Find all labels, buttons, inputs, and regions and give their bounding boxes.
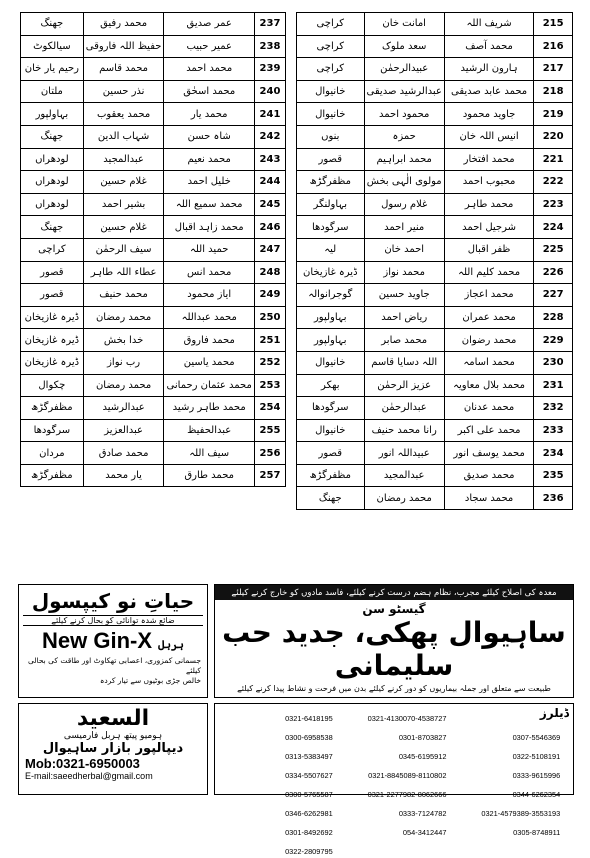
table-row (21, 171, 286, 194)
serial-number-cell: 252 (254, 351, 285, 374)
dealer-phone: 0333-9615996 (512, 771, 561, 780)
hayat-subtitle: ضائع شدہ توانائی کو بحال کرنے کیلئے (23, 615, 203, 626)
city-cell: مظفرگڑھ (21, 464, 84, 487)
table-row (21, 397, 286, 420)
father-name-cell: محمد صادق (83, 442, 164, 465)
name-cell: محمد افتخار (444, 148, 533, 171)
father-name-cell: محمد رمضان (83, 374, 164, 397)
city-cell: مظفرگڑھ (297, 464, 365, 487)
dealer-phone: 0333-7124782 (398, 809, 447, 818)
name-cell: محبوب احمد (444, 171, 533, 194)
name-cell: محمد سجاد (444, 487, 533, 510)
name-cell: محمد اسامہ (444, 351, 533, 374)
serial-number-cell: 240 (254, 80, 285, 103)
table-row (297, 397, 573, 420)
father-name-cell: ریاض احمد (364, 306, 444, 329)
results-table-right (296, 12, 573, 510)
dealer-phone: 0346-6262981 (285, 809, 333, 818)
serial-number-cell: 253 (254, 374, 285, 397)
dealer-phone: 054-3412447 (402, 828, 447, 837)
serial-number-cell: 227 (534, 284, 573, 307)
city-cell: جھنگ (21, 13, 84, 36)
city-cell: بہاولپور (21, 103, 84, 126)
name-cell: محمد یار (164, 103, 255, 126)
city-cell: ڈیرہ غازیخان (297, 261, 365, 284)
dealer-phone: 0321-2277982-8062666 (367, 790, 447, 799)
father-name-cell: حمزہ (364, 125, 444, 148)
table-row (297, 171, 573, 194)
father-name-cell: عبدالرشید (83, 397, 164, 420)
serial-number-cell: 235 (534, 464, 573, 487)
father-name-cell: عبیدالرحمٰن (364, 58, 444, 81)
name-cell: محمد یاسین (164, 351, 255, 374)
serial-number-cell: 224 (534, 216, 573, 239)
city-cell: خانیوال (297, 419, 365, 442)
table-row (297, 442, 573, 465)
city-cell: ڈیرہ غازیخان (21, 306, 84, 329)
hayat-product-suffix: ہربل (158, 639, 184, 651)
city-cell: جھنگ (297, 487, 365, 510)
father-name-cell: عبدالرشید صدیقی (364, 80, 444, 103)
name-cell: محمد عابد صدیقی (444, 80, 533, 103)
serial-number-cell: 242 (254, 125, 285, 148)
city-cell: سرگودھا (297, 216, 365, 239)
gisto-name: گیسٹو سن (362, 602, 426, 616)
serial-number-cell: 218 (534, 80, 573, 103)
father-name-cell: اللہ دسایا قاسم (364, 351, 444, 374)
serial-number-cell: 231 (534, 374, 573, 397)
name-cell: محمد انس (164, 261, 255, 284)
city-cell: بہاولپور (297, 329, 365, 352)
city-cell: جھنگ (21, 216, 84, 239)
table-row (21, 13, 286, 36)
father-name-cell: محمد صابر (364, 329, 444, 352)
table-row (297, 13, 573, 36)
dealer-phone: 0300-5765587 (285, 790, 333, 799)
dealer-phone: 0345-6195912 (398, 752, 447, 761)
city-cell: کراچی (297, 13, 365, 36)
serial-number-cell: 220 (534, 125, 573, 148)
serial-number-cell: 222 (534, 171, 573, 194)
city-cell: بہاولپور (297, 306, 365, 329)
table-row (21, 80, 286, 103)
serial-number-cell: 241 (254, 103, 285, 126)
table-row (297, 103, 573, 126)
city-cell: خانیوال (297, 103, 365, 126)
city-cell: لودھراں (21, 193, 84, 216)
father-name-cell: رب نواز (83, 351, 164, 374)
serial-number-cell: 234 (534, 442, 573, 465)
name-cell: محمد عبداللہ (164, 306, 255, 329)
serial-number-cell: 246 (254, 216, 285, 239)
serial-number-cell: 225 (534, 238, 573, 261)
name-cell: محمد علی اکبر (444, 419, 533, 442)
father-name-cell: منیر احمد (364, 216, 444, 239)
serial-number-cell: 229 (534, 329, 573, 352)
table-row (297, 306, 573, 329)
name-cell: محمد عمران (444, 306, 533, 329)
hayat-product-name: New Gin-X (42, 628, 153, 653)
table-row (21, 419, 286, 442)
city-cell: سیالکوٹ (21, 35, 84, 58)
saeed-address: دیپالپور بازار ساہیوال (42, 741, 184, 756)
name-cell: ظفر اقبال (444, 238, 533, 261)
table-row (21, 148, 286, 171)
father-name-cell: محمد ابراہیم (364, 148, 444, 171)
serial-number-cell: 233 (534, 419, 573, 442)
serial-number-cell: 251 (254, 329, 285, 352)
serial-number-cell: 238 (254, 35, 285, 58)
name-cell: محمد کلیم اللہ (444, 261, 533, 284)
father-name-cell: مولوی الٰہی بخش (364, 171, 444, 194)
father-name-cell: رانا محمد حنیف (364, 419, 444, 442)
table-row (297, 80, 573, 103)
hayat-line-2: خالص جڑی بوٹیوں سے تیار کردہ (99, 676, 201, 685)
dealers-list (219, 706, 569, 858)
gisto-top-banner: معدہ کی اصلاح کیلئے مجرب، نظام ہضم درست کرنے کیلئے، فاسد مادوں کو خارج کرنے کیلئے (215, 585, 573, 600)
father-name-cell: عطاء اللہ طاہر (83, 261, 164, 284)
dealer-phone: 0322-2809795 (285, 847, 333, 856)
table-row (21, 193, 286, 216)
table-row (21, 374, 286, 397)
name-cell: محمد یوسف انور (444, 442, 533, 465)
dealer-phone: 0301-8492692 (285, 828, 333, 837)
name-cell: محمد صدیق (444, 464, 533, 487)
serial-number-cell: 236 (534, 487, 573, 510)
father-name-cell: یار محمد (83, 464, 164, 487)
hayat-brand: حیاتِ نو کیپسول (31, 589, 195, 613)
table-row (297, 419, 573, 442)
table-row (297, 329, 573, 352)
table-row (297, 125, 573, 148)
table-row (297, 487, 573, 510)
gisto-bottom-text: طبیعت سے متعلق اور جملہ بیماریوں کو دور کرنے کیلئے بدن میں فرحت و نشاط پیدا کرنے کیلئے (237, 684, 551, 693)
city-cell: جھنگ (21, 125, 84, 148)
father-name-cell: محمد حنیف (83, 284, 164, 307)
serial-number-cell: 215 (534, 13, 573, 36)
name-cell: انیس اللہ خان (444, 125, 533, 148)
city-cell: بنوں (297, 125, 365, 148)
city-cell: ڈیرہ غازیخان (21, 329, 84, 352)
city-cell: قصور (21, 261, 84, 284)
name-cell: عمر صدیق (164, 13, 255, 36)
serial-number-cell: 248 (254, 261, 285, 284)
name-cell: محمد احمد (164, 58, 255, 81)
name-cell: محمد طاہر رشید (164, 397, 255, 420)
name-cell: محمد سمیع اللہ (164, 193, 255, 216)
city-cell: کراچی (297, 58, 365, 81)
table-row (21, 351, 286, 374)
name-cell: عبدالحفیظ (164, 419, 255, 442)
serial-number-cell: 250 (254, 306, 285, 329)
serial-number-cell: 223 (534, 193, 573, 216)
serial-number-cell: 244 (254, 171, 285, 194)
name-cell: ایاز محمود (164, 284, 255, 307)
father-name-cell: غلام حسین (83, 216, 164, 239)
table-row (21, 284, 286, 307)
dealers-title: ڈیلرز (539, 706, 569, 720)
city-cell: سرگودھا (21, 419, 84, 442)
serial-number-cell: 230 (534, 351, 573, 374)
serial-number-cell: 254 (254, 397, 285, 420)
serial-number-cell: 217 (534, 58, 573, 81)
city-cell: مردان (21, 442, 84, 465)
serial-number-cell: 256 (254, 442, 285, 465)
father-name-cell: خدا بخش (83, 329, 164, 352)
father-name-cell: محمد قاسم (83, 58, 164, 81)
city-cell: بہاولنگر (297, 193, 365, 216)
serial-number-cell: 228 (534, 306, 573, 329)
serial-number-cell: 216 (534, 35, 573, 58)
city-cell: بھکر (297, 374, 365, 397)
table-row (21, 464, 286, 487)
dealer-phone: 0300-6958538 (285, 733, 333, 742)
father-name-cell: عبدالرحمٰن (364, 397, 444, 420)
father-name-cell: عبدالعزیز (83, 419, 164, 442)
table-row (297, 58, 573, 81)
father-name-cell: غلام رسول (364, 193, 444, 216)
city-cell: مظفرگڑھ (21, 397, 84, 420)
city-cell: خانیوال (297, 351, 365, 374)
results-table-left (20, 12, 286, 487)
table-row (297, 261, 573, 284)
name-cell: شاہ حسن (164, 125, 255, 148)
table-row (297, 148, 573, 171)
father-name-cell: حفیظ اللہ فاروقی (83, 35, 164, 58)
dealer-phone: 0321-4130070-4538727 (367, 714, 447, 723)
dealer-phone: 0301-8703827 (398, 733, 447, 742)
name-cell: محمد طاہر (444, 193, 533, 216)
dealer-phone: 0305-8748911 (513, 828, 561, 837)
serial-number-cell: 257 (254, 464, 285, 487)
father-name-cell: محمد رفیق (83, 13, 164, 36)
city-cell: قصور (297, 148, 365, 171)
name-cell: محمد اسحٰق (164, 80, 255, 103)
table-row (297, 374, 573, 397)
dealers-ad (214, 703, 574, 856)
father-name-cell: سعد ملوک (364, 35, 444, 58)
dealer-phone: 0313-5383497 (285, 752, 333, 761)
name-cell: حمید اللہ (164, 238, 255, 261)
father-name-cell: امانت خان (364, 13, 444, 36)
city-cell: گوجرانوالہ (297, 284, 365, 307)
name-cell: محمد طارق (164, 464, 255, 487)
name-cell: محمد فاروق (164, 329, 255, 352)
father-name-cell: بشیر احمد (83, 193, 164, 216)
city-cell: قصور (297, 442, 365, 465)
table-row (21, 216, 286, 239)
table-row (297, 238, 573, 261)
city-cell: کراچی (297, 35, 365, 58)
serial-number-cell: 239 (254, 58, 285, 81)
city-cell: لودھراں (21, 171, 84, 194)
name-cell: محمد عدنان (444, 397, 533, 420)
serial-number-cell: 232 (534, 397, 573, 420)
serial-number-cell: 243 (254, 148, 285, 171)
table-row (297, 216, 573, 239)
dealer-phone: 0321-4579389-3553193 (481, 809, 561, 818)
table-row (21, 261, 286, 284)
al-saeed-ad (18, 703, 208, 795)
serial-number-cell: 219 (534, 103, 573, 126)
dealer-phone: 0307-5546369 (512, 733, 561, 742)
serial-number-cell: 247 (254, 238, 285, 261)
name-cell: محمد زاہد اقبال (164, 216, 255, 239)
father-name-cell: محمد یعقوب (83, 103, 164, 126)
father-name-cell: احمد خان (364, 238, 444, 261)
saeed-subtitle: ہومیو پیتھ ہربل فارمیسی (63, 731, 163, 741)
father-name-cell: جاوید حسین (364, 284, 444, 307)
father-name-cell: شہاب الدین (83, 125, 164, 148)
city-cell: لودھراں (21, 148, 84, 171)
father-name-cell: غلام حسین (83, 171, 164, 194)
name-cell: ہارون الرشید (444, 58, 533, 81)
table-row (21, 442, 286, 465)
table-row (297, 284, 573, 307)
hayat-e-nau-ad (18, 584, 208, 698)
father-name-cell: عبدالمجید (364, 464, 444, 487)
table-row (21, 125, 286, 148)
father-name-cell: محمد نواز (364, 261, 444, 284)
name-cell: محمد آصف (444, 35, 533, 58)
serial-number-cell: 237 (254, 13, 285, 36)
name-cell: محمد اعجاز (444, 284, 533, 307)
father-name-cell: عبیداللہ انور (364, 442, 444, 465)
table-row (21, 306, 286, 329)
father-name-cell: محمود احمد (364, 103, 444, 126)
table-row (21, 58, 286, 81)
city-cell: سرگودھا (297, 397, 365, 420)
gisto-headline: ساہیوال پھکی، جدید حب سلیمانی (222, 616, 566, 682)
serial-number-cell: 245 (254, 193, 285, 216)
name-cell: محمد نعیم (164, 148, 255, 171)
dealer-phone: 0322-5108191 (512, 752, 561, 761)
name-cell: محمد بلال معاویہ (444, 374, 533, 397)
dealer-phone: 0321-8845089-8110802 (368, 771, 447, 780)
father-name-cell: نذر حسین (83, 80, 164, 103)
serial-number-cell: 226 (534, 261, 573, 284)
city-cell: ڈیرہ غازیخان (21, 351, 84, 374)
serial-number-cell: 255 (254, 419, 285, 442)
table-row (21, 329, 286, 352)
father-name-cell: سیف الرحمٰن (83, 238, 164, 261)
table-row (297, 35, 573, 58)
hayat-product (19, 628, 207, 654)
serial-number-cell: 221 (534, 148, 573, 171)
father-name-cell: محمد رمضان (83, 306, 164, 329)
city-cell: رحیم یار خان (21, 58, 84, 81)
father-name-cell: عبدالمجید (83, 148, 164, 171)
table-row (297, 351, 573, 374)
table-row (297, 193, 573, 216)
dealer-phone: 0321-6418195 (285, 714, 333, 723)
city-cell: قصور (21, 284, 84, 307)
city-cell: خانیوال (297, 80, 365, 103)
name-cell: خلیل احمد (164, 171, 255, 194)
name-cell: عمیر حبیب (164, 35, 255, 58)
saeed-brand: السعید (76, 706, 150, 731)
name-cell: محمد عثمان رحمانی (164, 374, 255, 397)
name-cell: شریف اللہ (444, 13, 533, 36)
dealer-phone: 0344-6262354 (512, 790, 561, 799)
saeed-mobile: Mob:0321-6950003 (25, 756, 140, 771)
table-row (297, 464, 573, 487)
city-cell: مظفرگڑھ (297, 171, 365, 194)
city-cell: لیہ (297, 238, 365, 261)
serial-number-cell: 249 (254, 284, 285, 307)
table-row (21, 238, 286, 261)
name-cell: سیف اللہ (164, 442, 255, 465)
gisto-sun-ad (214, 584, 574, 698)
table-row (21, 35, 286, 58)
name-cell: محمد رضوان (444, 329, 533, 352)
city-cell: کراچی (21, 238, 84, 261)
father-name-cell: محمد رمضان (364, 487, 444, 510)
saeed-email: E-mail:saeedherbal@gmail.com (25, 771, 153, 781)
father-name-cell: عزیز الرحمٰن (364, 374, 444, 397)
dealer-phone: 0334-5507627 (285, 771, 333, 780)
hayat-line-1: جسمانی کمزوری، اعصابی تھکاوٹ اور طاقت کی بحالی کیلئے (28, 656, 201, 675)
city-cell: ملتان (21, 80, 84, 103)
table-row (21, 103, 286, 126)
city-cell: چکوال (21, 374, 84, 397)
name-cell: شرجیل احمد (444, 216, 533, 239)
name-cell: جاوید محمود (444, 103, 533, 126)
